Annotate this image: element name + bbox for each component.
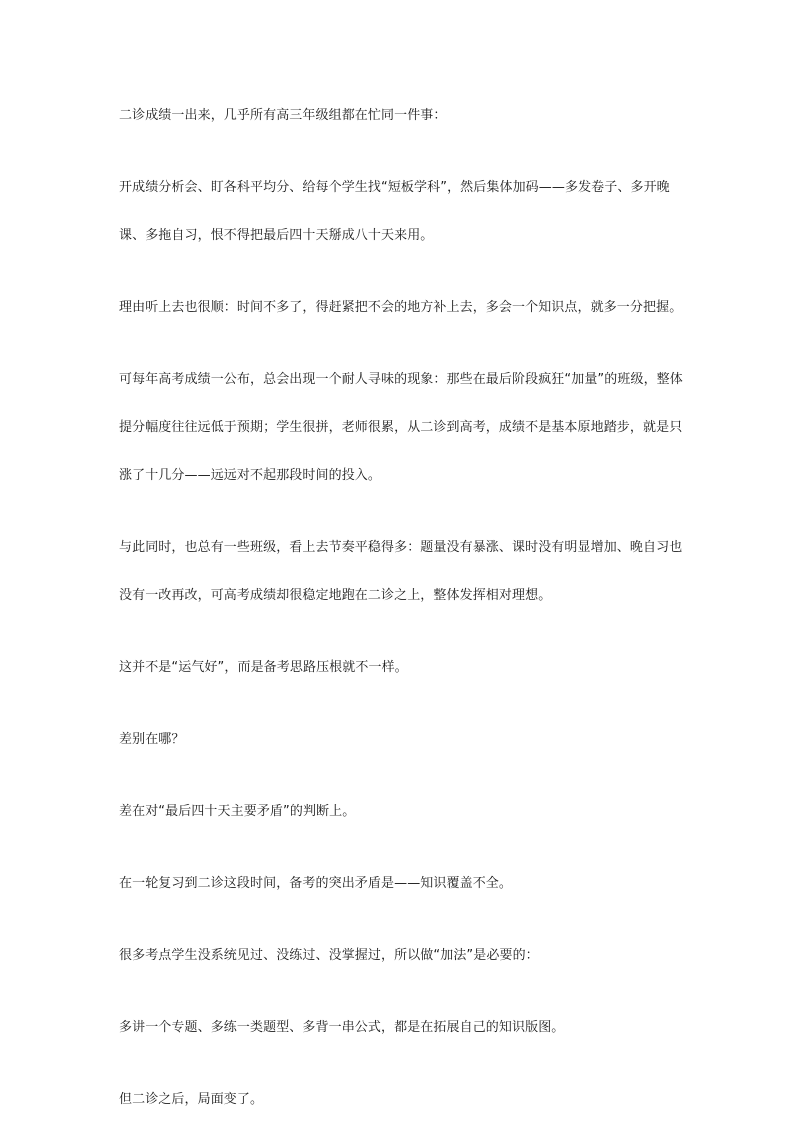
paragraph-9: 在一轮复习到二诊这段时间，备考的突出矛盾是——知识覆盖不全。 [119, 876, 513, 891]
article-body [119, 106, 684, 1148]
paragraph-10: 很多考点学生没系统见过、没练过、没掌握过，所以做“加法”是必要的： [119, 948, 539, 963]
paragraph-6: 这并不是“运气好”，而是备考思路压根就不一样。 [119, 660, 408, 675]
paragraph-3: 理由听上去也很顺：时间不多了，得赶紧把不会的地方补上去，多会一个知识点，就多一分把握。 [119, 300, 683, 315]
paragraph-11: 多讲一个专题、多练一类题型、多背一串公式，都是在拓展自己的知识版图。 [119, 1020, 565, 1035]
paragraph-1: 二诊成绩一出来，几乎所有高三年级组都在忙同一件事： [119, 108, 447, 123]
paragraph-12: 但二诊之后，局面变了。 [119, 1092, 264, 1107]
paragraph-7: 差别在哪？ [119, 732, 185, 747]
paragraph-4: 可每年高考成绩一公布，总会出现一个耐人寻味的现象：那些在最后阶段疯狂“加量”的班级，整体提分幅度往往远低于预期；学生很拼，老师很累，从二诊到高考，成绩不是基本原地踏步，就是只涨了十几分——远远对不起那段时间的投入。 [119, 372, 683, 483]
paragraph-8: 差在对“最后四十天主要矛盾”的判断上。 [119, 804, 356, 819]
paragraph-5: 与此同时，也总有一些班级，看上去节奏平稳得多：题量没有暴涨、课时没有明显增加、晚自习也没有一改再改，可高考成绩却很稳定地跑在二诊之上，整体发挥相对理想。 [119, 540, 683, 603]
paragraph-2: 开成绩分析会、盯各科平均分、给每个学生找“短板学科”，然后集体加码——多发卷子、多开晚课、多拖自习，恨不得把最后四十天掰成八十天来用。 [119, 180, 670, 243]
